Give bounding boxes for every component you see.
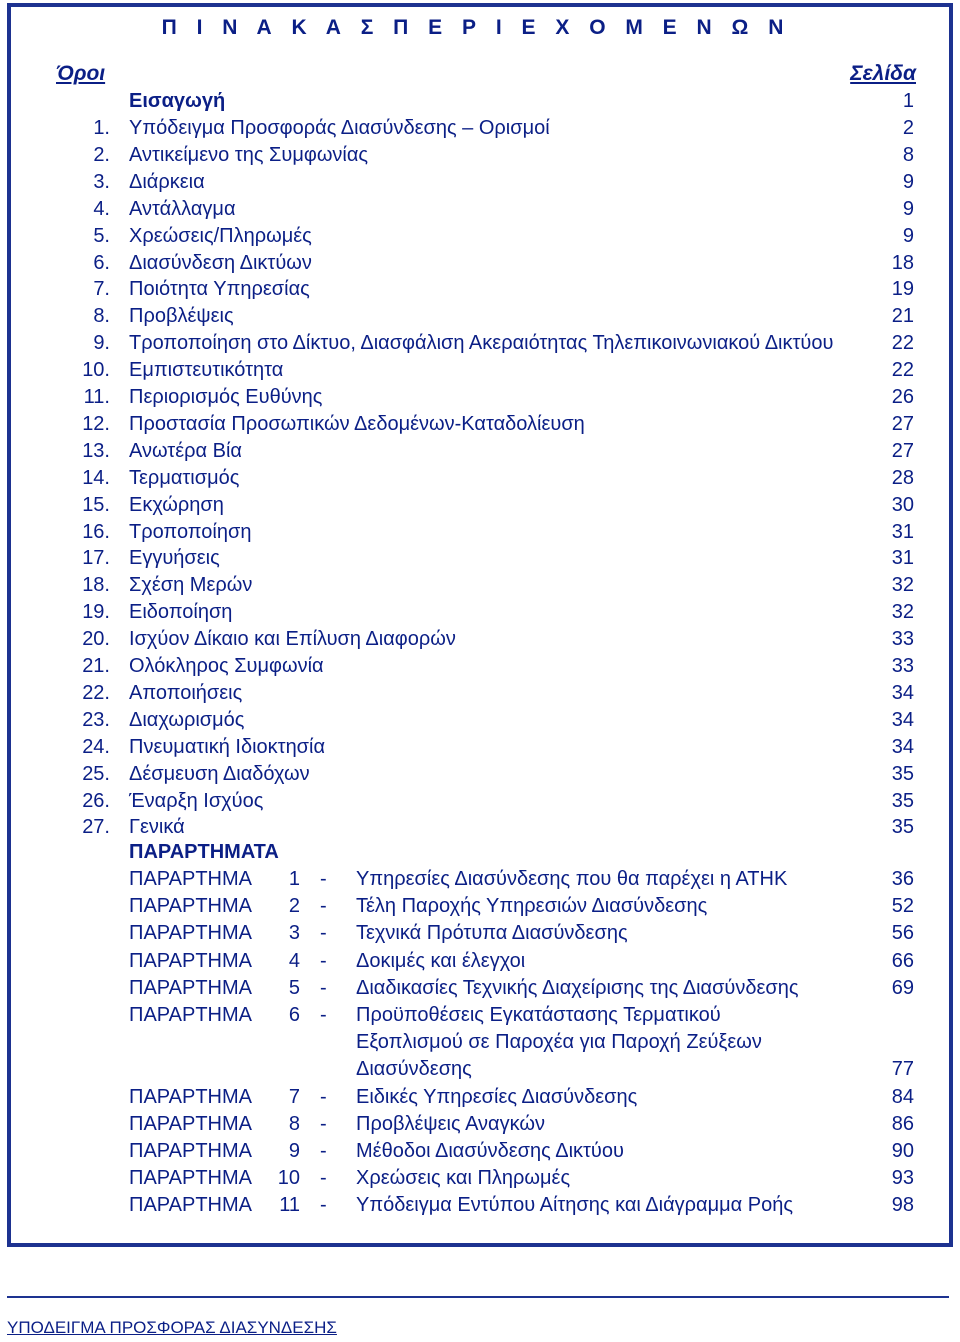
appendix-number: 7 (288, 1085, 300, 1108)
toc-entry[interactable] (0, 788, 960, 815)
toc-entry-page: 35 (891, 762, 914, 785)
toc-entry-label: Διασύνδεση Δικτύων (129, 251, 312, 274)
toc-entry-number: 19. (82, 601, 110, 624)
appendix-page: 77 (891, 1058, 914, 1081)
toc-entry-page: 35 (891, 816, 914, 839)
toc-entry-label: Διάρκεια (129, 170, 205, 193)
toc-entry[interactable] (0, 465, 960, 492)
appendices-heading-row (0, 839, 960, 866)
toc-entry[interactable] (0, 142, 960, 169)
toc-entry-page: 1 (902, 90, 914, 112)
toc-entry[interactable] (0, 276, 960, 303)
toc-entry-number: 2. (93, 143, 110, 166)
appendix-dash: - (320, 1085, 327, 1108)
toc-entry[interactable] (0, 761, 960, 788)
appendix-word: ΠΑΡΑΡΤΗΜΑ (129, 1140, 252, 1162)
appendix-dash: - (320, 868, 327, 890)
toc-entry-page: 27 (891, 412, 914, 435)
appendix-entry[interactable] (0, 866, 960, 893)
toc-entry-label: Έναρξη Ισχύος (129, 789, 264, 812)
toc-entry-page: 35 (891, 789, 914, 812)
toc-entry[interactable] (0, 599, 960, 626)
appendix-title-line-3: Διασύνδεσης (356, 1058, 472, 1081)
toc-entry-label: Αντικείμενο της Συμφωνίας (129, 143, 369, 166)
appendix-word: ΠΑΡΑΡΤΗΜΑ (129, 949, 252, 972)
toc-entry[interactable] (0, 303, 960, 330)
toc-entry-number: 6. (93, 251, 110, 274)
toc-entry[interactable] (0, 492, 960, 519)
toc-entry-number: 10. (82, 359, 110, 382)
toc-entry[interactable] (0, 250, 960, 277)
toc-entry-page: 34 (891, 681, 914, 704)
appendix-number: 11 (279, 1194, 300, 1217)
toc-entry-label: Τροποποίηση (129, 520, 252, 543)
toc-entry[interactable] (0, 626, 960, 653)
toc-entry-page: 26 (891, 386, 914, 408)
toc-entry[interactable] (0, 653, 960, 680)
toc-entry-page: 22 (891, 359, 914, 382)
appendix-number: 3 (288, 922, 300, 945)
appendix-word: ΠΑΡΑΡΤΗΜΑ (129, 1085, 252, 1108)
appendix-number: 4 (288, 949, 300, 972)
appendix-word: ΠΑΡΑΡΤΗΜΑ (129, 922, 252, 945)
toc-entry-page: 27 (891, 439, 914, 462)
toc-entry-label: Αποποιήσεις (129, 681, 243, 704)
toc-entry-page: 34 (891, 735, 914, 758)
appendix-number: 5 (288, 976, 300, 999)
appendix-entry[interactable] (0, 1002, 960, 1081)
toc-entry[interactable] (0, 519, 960, 546)
toc-entry-page: 9 (902, 197, 914, 220)
appendix-page: 36 (891, 868, 914, 890)
terms-column-header: Όροι (56, 62, 106, 85)
toc-entry-number: 27. (82, 816, 110, 839)
toc-entry-label: Πνευματική Ιδιοκτησία (129, 735, 326, 758)
appendix-number: 10 (277, 1167, 300, 1190)
appendix-number: 8 (288, 1112, 300, 1135)
toc-entry-number: 21. (82, 655, 110, 677)
toc-entry-number: 1. (93, 117, 110, 139)
toc-entry[interactable] (0, 169, 960, 196)
toc-entry-label: Δέσμευση Διαδόχων (129, 762, 310, 785)
appendix-title-line-2: Εξοπλισμού σε Παροχέα για Παροχή Ζεύξεων (356, 1031, 762, 1054)
appendix-number: 6 (288, 1004, 300, 1026)
appendix-entry[interactable] (0, 1111, 960, 1138)
appendix-word: ΠΑΡΑΡΤΗΜΑ (129, 976, 252, 999)
toc-entry-number: 7. (93, 278, 110, 301)
toc-entry-number: 20. (82, 628, 110, 651)
appendix-entry[interactable] (0, 1084, 960, 1111)
toc-entry-label: Περιορισμός Ευθύνης (129, 386, 323, 408)
toc-entry-page: 32 (891, 574, 914, 597)
toc-entry[interactable] (0, 734, 960, 761)
appendix-dash: - (320, 922, 327, 945)
appendix-title: Διαδικασίες Τεχνικής Διαχείρισης της Διασύνδεσης (356, 976, 799, 999)
appendix-dash: - (320, 976, 327, 999)
appendices-heading: ΠΑΡΑΡΤΗΜΑΤΑ (129, 841, 279, 863)
toc-entry-label: Ανωτέρα Βία (129, 439, 242, 462)
appendix-dash: - (320, 895, 327, 918)
toc-entry-label: Διαχωρισμός (129, 708, 245, 731)
toc-entry-label: Τροποποίηση στο Δίκτυο, Διασφάλιση Ακεραιότητας Τηλεπικοινωνιακού Δικτύου (129, 332, 834, 355)
appendix-dash: - (320, 1112, 327, 1135)
toc-entry-number: 12. (82, 412, 110, 435)
toc-entry-label: Γενικά (129, 816, 185, 839)
toc-entry[interactable] (0, 196, 960, 223)
toc-entry-number: 13. (82, 439, 110, 462)
toc-entry-label: Εκχώρηση (129, 493, 224, 516)
toc-entry-label: Εισαγωγή (129, 90, 226, 112)
toc-entry-number: 17. (82, 547, 110, 570)
appendix-title: Τέλη Παροχής Υπηρεσιών Διασύνδεσης (356, 895, 708, 918)
toc-entry-page: 8 (902, 143, 914, 166)
appendix-page: 93 (891, 1167, 914, 1190)
appendix-title: Προβλέψεις Αναγκών (356, 1112, 545, 1135)
toc-entry[interactable] (0, 384, 960, 411)
toc-entry-label: Εμπιστευτικότητα (129, 359, 284, 382)
toc-entry[interactable] (0, 572, 960, 599)
appendix-page: 84 (891, 1085, 914, 1108)
toc-entry-label: Εγγυήσεις (129, 547, 220, 570)
toc-entry-label: Υπόδειγμα Προσφοράς Διασύνδεσης – Ορισμοί (129, 117, 550, 139)
appendix-entry[interactable] (0, 1192, 960, 1219)
toc-entry-label: Ισχύον Δίκαιο και Επίλυση Διαφορών (129, 628, 456, 651)
toc-entry-page: 9 (902, 170, 914, 193)
toc-entry-intro[interactable] (0, 88, 960, 115)
footer-divider (7, 1296, 949, 1298)
toc-entry-page: 33 (891, 628, 914, 651)
appendix-entry[interactable] (0, 893, 960, 920)
appendix-page: 69 (891, 976, 914, 999)
appendix-word: ΠΑΡΑΡΤΗΜΑ (129, 1112, 252, 1135)
toc-entry[interactable] (0, 357, 960, 384)
toc-entry-page: 31 (891, 547, 914, 570)
toc-entry-page: 2 (902, 117, 914, 139)
appendix-entry[interactable] (0, 975, 960, 1002)
toc-entry-label: Ειδοποίηση (129, 601, 233, 624)
toc-entry-number: 18. (82, 574, 110, 597)
toc-entry-number: 22. (82, 681, 110, 704)
toc-entry-page: 19 (891, 278, 914, 301)
toc-entry[interactable] (0, 438, 960, 465)
appendix-title: Ειδικές Υπηρεσίες Διασύνδεσης (356, 1085, 638, 1108)
appendix-entry[interactable] (0, 920, 960, 947)
appendix-word: ΠΑΡΑΡΤΗΜΑ (129, 1004, 252, 1026)
toc-entry-number: 23. (82, 708, 110, 731)
toc-entry-label: Χρεώσεις/Πληρωμές (129, 224, 312, 247)
toc-entry-label: Ολόκληρος Συμφωνία (129, 655, 324, 677)
appendix-dash: - (320, 1140, 327, 1162)
toc-entry[interactable] (0, 707, 960, 734)
appendix-title: Υπόδειγμα Εντύπου Αίτησης και Διάγραμμα Ροής (356, 1194, 793, 1217)
toc-entry-page: 28 (891, 466, 914, 489)
appendix-page: 86 (891, 1112, 914, 1135)
appendix-number: 9 (288, 1140, 300, 1162)
toc-entry-page: 32 (891, 601, 914, 624)
toc-entry[interactable] (0, 545, 960, 572)
toc-entry-label: Αντάλλαγμα (129, 197, 236, 220)
toc-entry-label: Σχέση Μερών (129, 574, 253, 597)
appendix-word: ΠΑΡΑΡΤΗΜΑ (129, 1167, 252, 1190)
appendix-word: ΠΑΡΑΡΤΗΜΑ (129, 868, 252, 890)
appendix-number: 1 (288, 868, 300, 890)
toc-entry-label: Ποιότητα Υπηρεσίας (129, 278, 310, 301)
appendix-page: 56 (891, 922, 914, 945)
toc-entry-number: 14. (82, 466, 110, 489)
toc-entry-number: 15. (82, 493, 110, 516)
appendix-dash: - (320, 949, 327, 972)
appendix-entry[interactable] (0, 948, 960, 975)
toc-entry-number: 8. (93, 305, 110, 328)
toc-entry-number: 25. (82, 762, 110, 785)
toc-entry-page: 34 (891, 708, 914, 731)
toc-entry[interactable] (0, 115, 960, 142)
appendix-title: Χρεώσεις και Πληρωμές (356, 1167, 571, 1190)
toc-entry-number: 4. (93, 197, 110, 220)
toc-entry-number: 5. (93, 224, 110, 247)
toc-entry-number: 9. (93, 332, 110, 355)
toc-entry-number: 26. (82, 789, 110, 812)
toc-entry-page: 22 (891, 332, 914, 355)
appendix-number: 2 (288, 895, 300, 918)
toc-entry-page: 18 (891, 251, 914, 274)
toc-entry-number: 24. (82, 735, 110, 758)
appendix-entry[interactable] (0, 1165, 960, 1192)
appendix-page: 90 (891, 1140, 914, 1162)
toc-entry[interactable] (0, 814, 960, 841)
toc-entry-page: 31 (891, 520, 914, 543)
appendix-dash: - (320, 1004, 327, 1026)
appendix-title: Υπηρεσίες Διασύνδεσης που θα παρέχει η ΑΤΗΚ (356, 868, 788, 890)
toc-entry-page: 30 (891, 493, 914, 516)
appendix-word: ΠΑΡΑΡΤΗΜΑ (129, 895, 252, 918)
toc-entry-page: 21 (891, 305, 914, 328)
appendix-title: Μέθοδοι Διασύνδεσης Δικτύου (356, 1140, 624, 1162)
appendix-title: Τεχνικά Πρότυπα Διασύνδεσης (356, 922, 628, 945)
appendix-page: 98 (891, 1194, 914, 1217)
page-column-header: Σελίδα (850, 62, 916, 85)
toc-entry-page: 33 (891, 655, 914, 677)
toc-entry[interactable] (0, 411, 960, 438)
appendix-entry[interactable] (0, 1138, 960, 1165)
appendix-title: Προϋποθέσεις Εγκατάστασης Τερματικού (356, 1004, 721, 1026)
toc-entry[interactable] (0, 330, 960, 357)
appendix-word: ΠΑΡΑΡΤΗΜΑ (129, 1194, 252, 1217)
toc-entry-label: Τερματισμός (129, 466, 240, 489)
toc-entry-label: Προστασία Προσωπικών Δεδομένων-Καταδολίευση (129, 412, 585, 435)
page-title: Π Ι Ν Α Κ Α Σ Π Ε Ρ Ι Ε Χ Ο Μ Ε Ν Ω Ν (161, 16, 791, 39)
appendix-dash: - (320, 1167, 327, 1190)
page-footer: ΥΠΟΔΕΙΓΜΑ ΠΡΟΣΦΟΡΑΣ ΔΙΑΣΥΝΔΕΣΗΣ (7, 1318, 337, 1337)
appendix-title: Δοκιμές και έλεγχοι (356, 949, 526, 972)
toc-entry-page: 9 (902, 224, 914, 247)
appendix-page: 66 (891, 949, 914, 972)
appendix-dash: - (320, 1194, 327, 1217)
toc-entry[interactable] (0, 680, 960, 707)
toc-entry[interactable] (0, 223, 960, 250)
toc-entry-number: 16. (82, 520, 110, 543)
toc-entry-number: 11. (83, 386, 110, 408)
toc-entry-number: 3. (93, 170, 110, 193)
appendix-page: 52 (891, 895, 914, 918)
toc-entry-label: Προβλέψεις (129, 305, 234, 328)
